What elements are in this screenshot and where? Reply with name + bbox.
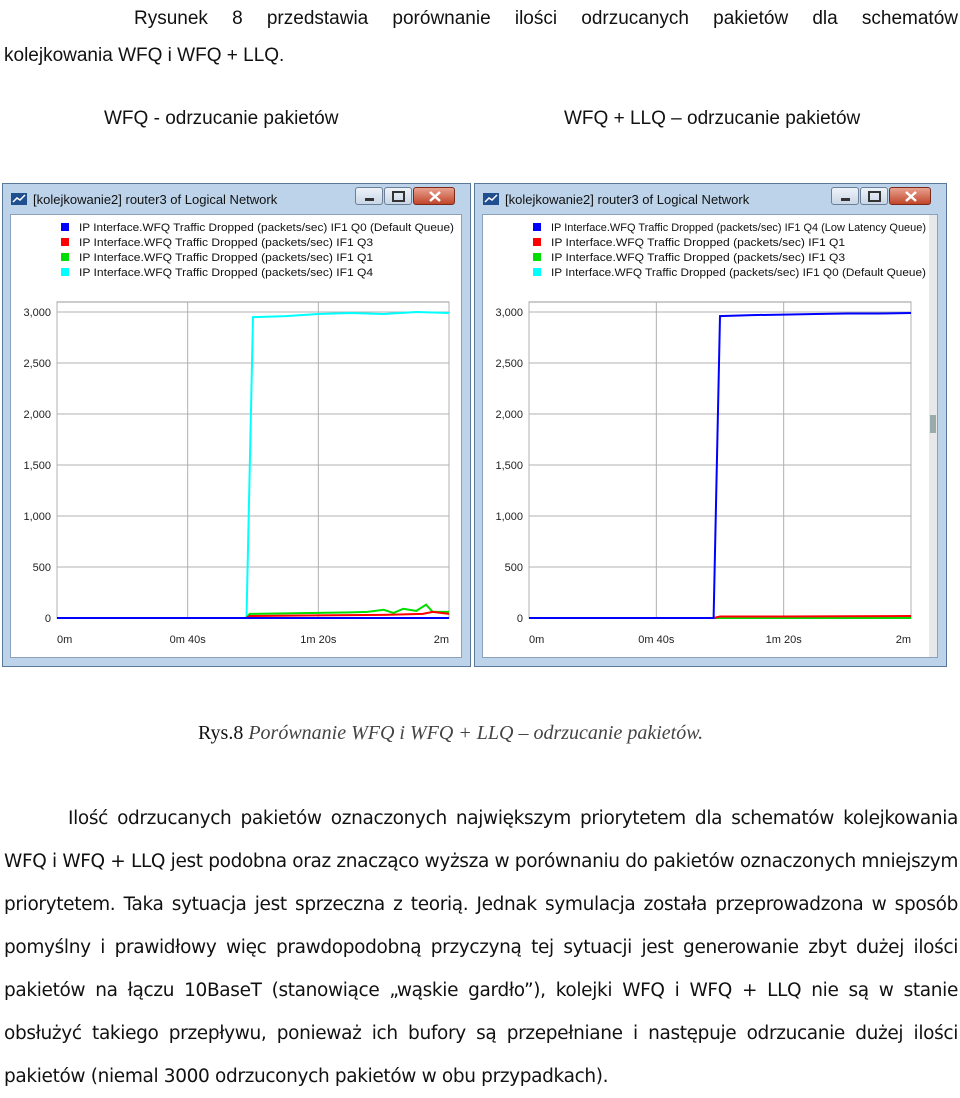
maximize-icon (861, 188, 889, 206)
window-titlebar[interactable] (475, 184, 946, 214)
left-chart (11, 215, 462, 658)
y-tick-label: 2,500 (495, 358, 523, 370)
right-chart-caption: WFQ + LLQ – odrzucanie pakietów (564, 108, 861, 129)
y-tick-label: 3,000 (495, 307, 523, 319)
legend-swatch (61, 223, 69, 231)
minimize-button[interactable] (355, 187, 383, 205)
right-chart (483, 215, 932, 658)
y-tick-label: 3,000 (23, 307, 51, 319)
y-tick-label: 500 (32, 562, 51, 574)
legend-entry: IP Interface.WFQ Traffic Dropped (packets/sec) IF1 Q4 (Low Latency Queue) (551, 222, 926, 234)
legend-swatch (61, 253, 69, 261)
legend-entry: IP Interface.WFQ Traffic Dropped (packets/sec) IF1 Q0 (Default Queue) (551, 267, 926, 279)
minimize-button[interactable] (831, 187, 859, 205)
figure-caption (198, 722, 703, 745)
legend-entry: IP Interface.WFQ Traffic Dropped (packets/sec) IF1 Q1 (551, 237, 846, 249)
y-tick-label: 2,500 (23, 358, 51, 370)
y-tick-label: 1,500 (23, 460, 51, 472)
legend-swatch (61, 238, 69, 246)
x-tick-label: 2m (433, 634, 449, 646)
intro-line-2: kolejkowania WFQ i WFQ + LLQ. (4, 45, 285, 66)
maximize-button[interactable] (384, 187, 412, 205)
graph-area (482, 214, 938, 658)
intro-text (4, 0, 958, 74)
left-chart-caption: WFQ - odrzucanie pakietów (104, 108, 339, 129)
figure-caption-text: Porównanie WFQ i WFQ + LLQ – odrzucanie pakietów. (248, 722, 704, 744)
y-tick-label: 1,500 (495, 460, 523, 472)
app-icon (11, 193, 27, 205)
legend-swatch (533, 238, 541, 246)
minimize-icon (832, 188, 860, 206)
body-paragraph: Ilość odrzucanych pakietów oznaczonych największym priorytetem dla schematów kolejkowania WFQ i WFQ + LLQ jest podobna oraz znacząco wyższa w porównaniu do pakietów oznaczonych mniejszym priorytetem. Taka sytuacja jest sprzeczna z teorią. Jednak symulacja została przeprowadzona w sposób pomyślny i prawidłowy więc prawdopodobną przyczyną tej sytuacji jest generowanie zbyt dużej ilości pakietów na łączu 10BaseT (stanowiące „wąskie gardło”), kolejki WFQ i WFQ + LLQ nie są w stanie obsłużyć takiego przepływu, ponieważ ich bufory są przepełniane i następuje odrzucanie dużej ilości pakietów (niemal 3000 odrzuconych pakietów w obu przypadkach). (4, 808, 958, 1087)
x-tick-label: 0m (529, 634, 545, 646)
maximize-button[interactable] (860, 187, 888, 205)
close-icon (414, 188, 456, 206)
window-title: [kolejkowanie2] router3 of Logical Network (505, 192, 750, 207)
close-button[interactable] (413, 187, 455, 205)
window-titlebar[interactable] (3, 184, 470, 214)
x-tick-label: 0m 40s (638, 634, 675, 646)
legend-entry: IP Interface.WFQ Traffic Dropped (packets/sec) IF1 Q4 (79, 267, 374, 279)
y-tick-label: 2,000 (23, 409, 51, 421)
legend-swatch (533, 223, 541, 231)
x-tick-label: 1m 20s (765, 634, 802, 646)
minimize-icon (356, 188, 384, 206)
x-tick-label: 0m 40s (169, 634, 206, 646)
y-tick-label: 1,000 (23, 511, 51, 523)
close-button[interactable] (889, 187, 931, 205)
y-tick-label: 500 (504, 562, 523, 574)
body-paragraph-block (4, 797, 958, 1098)
x-tick-label: 2m (895, 634, 911, 646)
x-tick-label: 1m 20s (300, 634, 337, 646)
legend-entry: IP Interface.WFQ Traffic Dropped (packets/sec) IF1 Q0 (Default Queue) (79, 222, 454, 234)
y-tick-label: 0 (516, 613, 523, 625)
legend-swatch (533, 253, 541, 261)
y-tick-label: 0 (44, 613, 51, 625)
legend-entry: IP Interface.WFQ Traffic Dropped (packets/sec) IF1 Q3 (79, 237, 374, 249)
intro-line-1: Rysunek 8 przedstawia porównanie ilości odrzucanych pakietów dla schematów (134, 8, 958, 29)
legend-entry: IP Interface.WFQ Traffic Dropped (packets/sec) IF1 Q1 (79, 252, 374, 264)
left-graph-window[interactable] (2, 183, 471, 667)
scrollbar-grip[interactable] (930, 415, 936, 433)
y-tick-label: 2,000 (495, 409, 523, 421)
legend-swatch (61, 268, 69, 276)
legend-swatch (533, 268, 541, 276)
graph-area (10, 214, 462, 658)
window-title: [kolejkowanie2] router3 of Logical Network (33, 192, 278, 207)
close-icon (890, 188, 932, 206)
y-tick-label: 1,000 (495, 511, 523, 523)
x-tick-label: 0m (57, 634, 73, 646)
legend-entry: IP Interface.WFQ Traffic Dropped (packets/sec) IF1 Q3 (551, 252, 846, 264)
figure-number: Rys.8 (198, 722, 244, 744)
vertical-scrollbar[interactable] (929, 215, 937, 657)
right-graph-window[interactable] (474, 183, 947, 667)
maximize-icon (385, 188, 413, 206)
app-icon (483, 193, 499, 205)
